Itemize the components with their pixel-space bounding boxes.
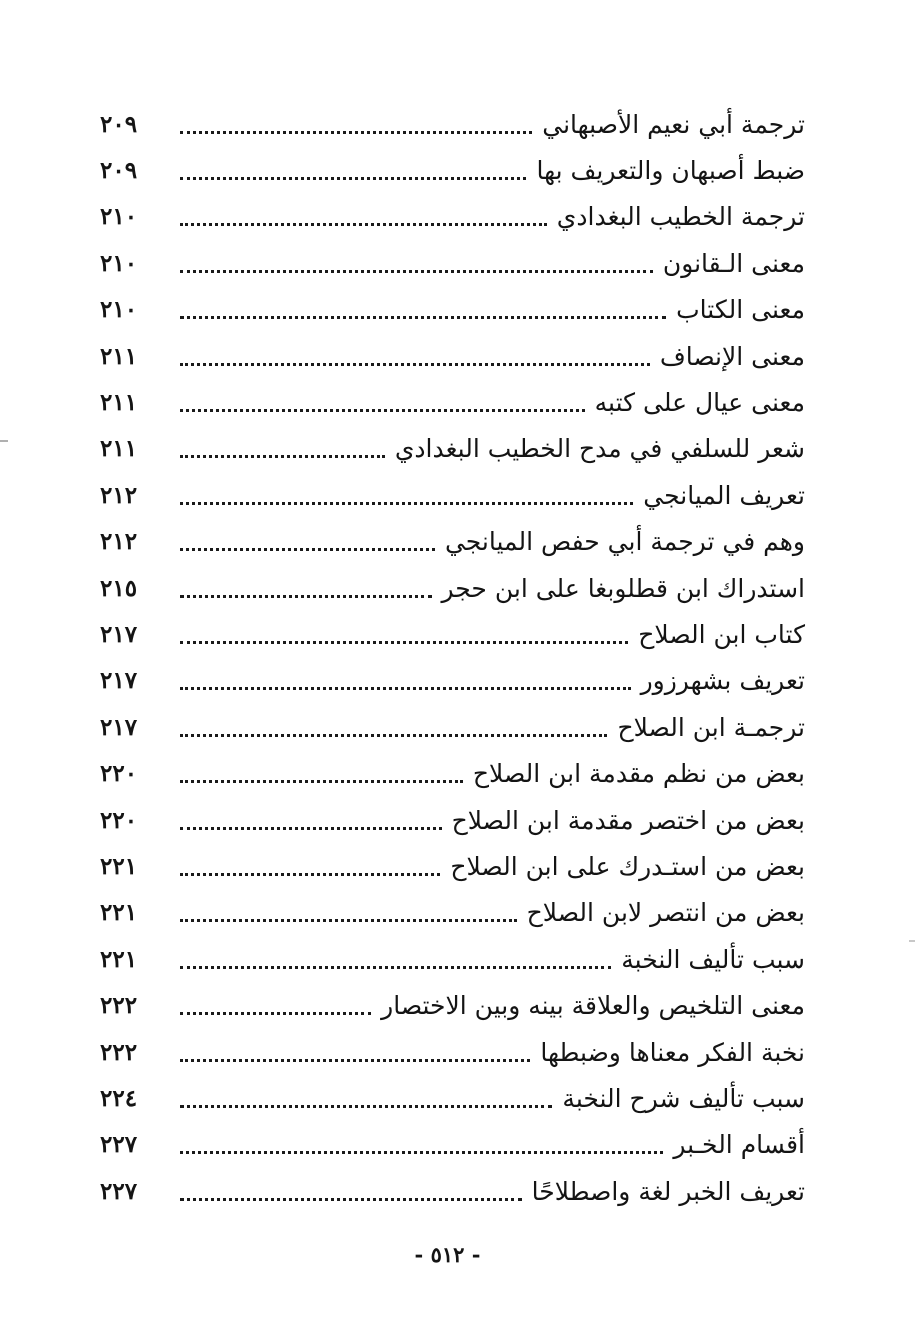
toc-entry-page: ٢١٢	[100, 481, 138, 509]
toc-entry	[100, 890, 805, 936]
toc-entry-page: ٢٢١	[100, 899, 138, 927]
toc-entry	[100, 379, 805, 425]
toc-entry	[100, 240, 805, 286]
toc-entry	[100, 472, 805, 518]
toc-entry-page: ٢١٠	[100, 249, 138, 277]
toc-dot-leader	[180, 966, 611, 969]
toc-entry	[100, 147, 805, 193]
toc-entry-page: ٢١٢	[100, 528, 138, 556]
toc-entry-title: تعريف الخبر لغة واصطلاحًا	[531, 1176, 805, 1206]
toc-entry-title: نخبة الفكر معناها وضبطها	[540, 1037, 805, 1067]
toc-entry	[100, 658, 805, 704]
toc-entry-page: ٢٠٩	[100, 157, 138, 185]
toc-dot-leader	[180, 409, 585, 412]
toc-entry	[100, 611, 805, 657]
toc-entry	[100, 333, 805, 379]
toc-entry	[100, 1122, 805, 1168]
toc-entry	[100, 1075, 805, 1121]
toc-entry-page: ٢١١	[100, 389, 138, 417]
toc-entry	[100, 843, 805, 889]
toc-entry-title: بعض من انتصر لابن الصلاح	[526, 898, 805, 928]
toc-entry-page: ٢١٥	[100, 574, 138, 602]
toc-entry	[100, 565, 805, 611]
toc-entry-title: ضبط أصبهان والتعريف بها	[536, 156, 805, 186]
toc-entry-page: ٢١٧	[100, 713, 138, 741]
toc-entry-page: ٢٢٤	[100, 1084, 138, 1112]
page-footer	[0, 1242, 915, 1267]
toc-entry-page: ٢٢٢	[100, 992, 138, 1020]
toc-entry-page: ٢٢٧	[100, 1131, 138, 1159]
toc-dot-leader	[180, 223, 547, 226]
toc-entry-title: معنى الـقانون	[662, 248, 805, 278]
toc-entry-page: ٢١٧	[100, 667, 138, 695]
toc-entry-title: ترجمة الخطيب البغدادي	[556, 202, 805, 232]
toc-dot-leader	[180, 595, 432, 598]
toc-entry-title: شعر للسلفي في مدح الخطيب البغدادي	[394, 434, 805, 464]
toc-dot-leader	[180, 827, 442, 830]
toc-entry-title: سبب تأليف النخبة	[621, 944, 805, 974]
table-of-contents	[100, 101, 805, 1214]
toc-entry-title: بعض من استـدرك على ابن الصلاح	[450, 851, 805, 881]
toc-entry-title: معنى التلخيص والعلاقة بينه وبين الاختصار	[381, 991, 805, 1021]
toc-entry-title: بعض من نظم مقدمة ابن الصلاح	[472, 759, 805, 789]
toc-entry-page: ٢٢٧	[100, 1177, 138, 1205]
toc-entry	[100, 936, 805, 982]
toc-entry-page: ٢١٧	[100, 620, 138, 648]
toc-entry-title: ترجمـة ابن الصلاح	[617, 712, 805, 742]
toc-entry-page: ٢٢١	[100, 852, 138, 880]
toc-entry-page: ٢٢٢	[100, 1038, 138, 1066]
toc-entry	[100, 1168, 805, 1214]
page-number: - ٥١٢ -	[414, 1242, 481, 1267]
toc-entry-title: معنى عيال على كتبه	[594, 388, 805, 418]
toc-entry-title: ترجمة أبي نعيم الأصبهاني	[542, 109, 805, 139]
toc-entry	[100, 426, 805, 472]
toc-entry	[100, 519, 805, 565]
toc-entry-page: ٢١١	[100, 435, 138, 463]
scan-edge-mark	[0, 440, 8, 442]
toc-entry-title: استدراك ابن قطلوبغا على ابن حجر	[441, 573, 805, 603]
toc-entry-title: وهم في ترجمة أبي حفص الميانجي	[444, 527, 805, 557]
toc-dot-leader	[180, 780, 463, 783]
toc-entry-title: سبب تأليف شرح النخبة	[562, 1083, 805, 1113]
toc-entry-page: ٢٢٠	[100, 806, 138, 834]
toc-dot-leader	[180, 316, 666, 319]
toc-dot-leader	[180, 734, 607, 737]
toc-entry	[100, 750, 805, 796]
toc-dot-leader	[180, 1012, 371, 1015]
toc-entry-page: ٢١٠	[100, 203, 138, 231]
toc-entry-title: كتاب ابن الصلاح	[638, 619, 805, 649]
toc-entry-title: معنى الإنصاف	[659, 341, 805, 371]
toc-dot-leader	[180, 502, 633, 505]
toc-dot-leader	[180, 1105, 552, 1108]
toc-entry-title: تعريف الميانجي	[643, 480, 805, 510]
toc-dot-leader	[180, 131, 532, 134]
scan-edge-mark	[909, 940, 915, 942]
toc-dot-leader	[180, 1151, 663, 1154]
toc-entry	[100, 1029, 805, 1075]
toc-entry-title: معنى الكتاب	[676, 295, 805, 325]
toc-entry-title: بعض من اختصر مقدمة ابن الصلاح	[451, 805, 805, 835]
toc-entry-page: ٢٢١	[100, 945, 138, 973]
toc-entry	[100, 797, 805, 843]
toc-entry-page: ٢١٠	[100, 296, 138, 324]
toc-entry	[100, 101, 805, 147]
toc-dot-leader	[180, 455, 385, 458]
toc-dot-leader	[180, 548, 435, 551]
toc-dot-leader	[180, 641, 628, 644]
toc-entry-page: ٢٠٩	[100, 110, 138, 138]
toc-entry-page: ٢٢٠	[100, 760, 138, 788]
toc-dot-leader	[180, 873, 440, 876]
toc-dot-leader	[180, 919, 517, 922]
toc-entry	[100, 194, 805, 240]
toc-entry-page: ٢١١	[100, 342, 138, 370]
toc-dot-leader	[180, 270, 653, 273]
toc-dot-leader	[180, 687, 631, 690]
toc-dot-leader	[180, 177, 526, 180]
toc-dot-leader	[180, 363, 650, 366]
toc-dot-leader	[180, 1059, 530, 1062]
toc-entry-title: أقسام الخـبر	[673, 1130, 805, 1160]
toc-entry	[100, 704, 805, 750]
toc-entry	[100, 982, 805, 1028]
toc-entry-title: تعريف بشهرزور	[640, 666, 805, 696]
toc-entry	[100, 287, 805, 333]
toc-dot-leader	[180, 1198, 522, 1201]
